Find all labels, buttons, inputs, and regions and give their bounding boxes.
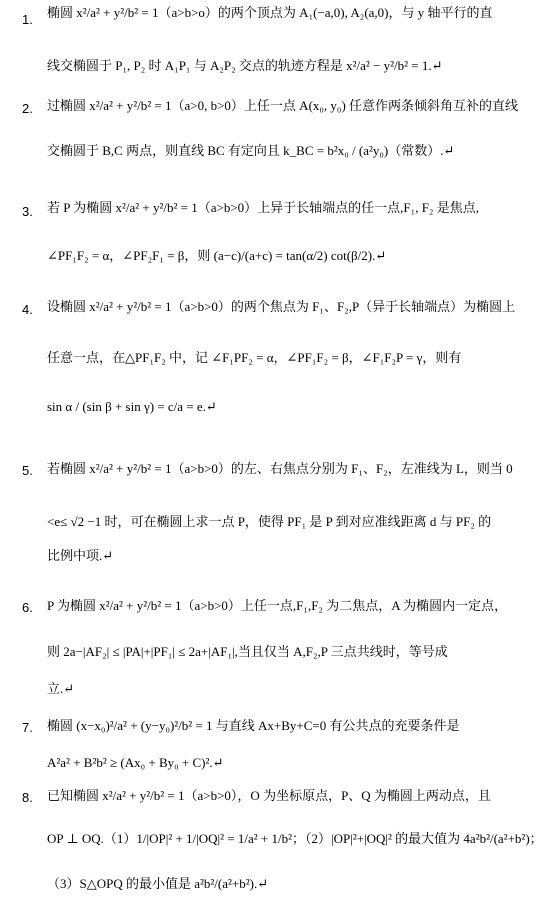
item-line: <e≤ √2 −1 时，可在椭圆上求一点 P，使得 PF₁ 是 P 到对应准线距离 d 与 PF₂ 的 (47, 514, 492, 529)
item-line: 立.↵ (47, 681, 75, 696)
item-line: 若椭圆 x²/a² + y²/b² = 1（a>b>0）的左、右焦点分别为 F₁、F₂，左准线为 L，则当 0 (47, 461, 513, 476)
item-number: 5. (22, 463, 33, 478)
item-line: P 为椭圆 x²/a² + y²/b² = 1（a>b>0）上任一点,F₁,F₂ 为二焦点，A 为椭圆内一定点， (47, 598, 508, 613)
item-line: 若 P 为椭圆 x²/a² + y²/b² = 1（a>b>0）上异于长轴端点的任一点,F₁, F₂ 是焦点, (47, 200, 479, 215)
item-line: A²a² + B²b² ≥ (Ax₀ + By₀ + C)².↵ (47, 755, 224, 770)
item-number: 4. (22, 302, 33, 317)
item-line: OP ⊥ OQ.（1）1/|OP|² + 1/|OQ|² = 1/a² + 1/b²；（2）|OP|²+|OQ|² 的最大值为 4a²b²/(a²+b²)； (47, 831, 543, 846)
item-line: 椭圆 (x−x₀)²/a² + (y−y₀)²/b² = 1 与直线 Ax+By+C=0 有公共点的充要条件是 (47, 718, 460, 733)
item-number: 2. (22, 101, 33, 116)
item-line: sin α / (sin β + sin γ) = c/a = e.↵ (47, 399, 217, 414)
item-line: 过椭圆 x²/a² + y²/b² = 1（a>0, b>0）上任一点 A(x₀, y₀) 任意作两条倾斜角互补的直线 (47, 98, 519, 113)
item-line: 设椭圆 x²/a² + y²/b² = 1（a>b>0）的两个焦点为 F₁、F₂,P（异于长轴端点）为椭圆上 (47, 299, 516, 314)
item-line: 任意一点，在△PF₁F₂ 中，记 ∠F₁PF₂ = α，∠PF₁F₂ = β，∠F₁F₂P = γ，则有 (47, 350, 462, 365)
item-line: 则 2a−|AF₂| ≤ |PA|+|PF₁| ≤ 2a+|AF₁|,当且仅当 A,F₂,P 三点共线时，等号成 (47, 644, 448, 659)
item-number: 1. (22, 12, 33, 27)
item-line: 线交椭圆于 P₁, P₂ 时 A₁P₁ 与 A₂P₂ 交点的轨迹方程是 x²/a² − y²/b² = 1.↵ (47, 58, 443, 73)
item-line: 椭圆 x²/a² + y²/b² = 1（a>b>o）的两个顶点为 A₁(−a,0), A₂(a,0)，与 y 轴平行的直 (47, 5, 493, 20)
item-number: 7. (22, 720, 33, 735)
item-line: ∠PF₁F₂ = α，∠PF₂F₁ = β，则 (a−c)/(a+c) = tan(α/2) cot(β/2).↵ (47, 248, 387, 263)
item-line: 比例中项.↵ (47, 548, 114, 563)
item-number: 6. (22, 600, 33, 615)
item-number: 3. (22, 204, 33, 219)
item-line: （3）S△OPQ 的最小值是 a²b²/(a²+b²).↵ (47, 876, 269, 891)
item-line: 已知椭圆 x²/a² + y²/b² = 1（a>b>0），O 为坐标原点，P、Q 为椭圆上两动点，且 (47, 788, 491, 803)
item-number: 8. (22, 790, 33, 805)
item-line: 交椭圆于 B,C 两点，则直线 BC 有定向且 k_BC = b²x₀ / (a²y₀)（常数）.↵ (47, 143, 455, 158)
